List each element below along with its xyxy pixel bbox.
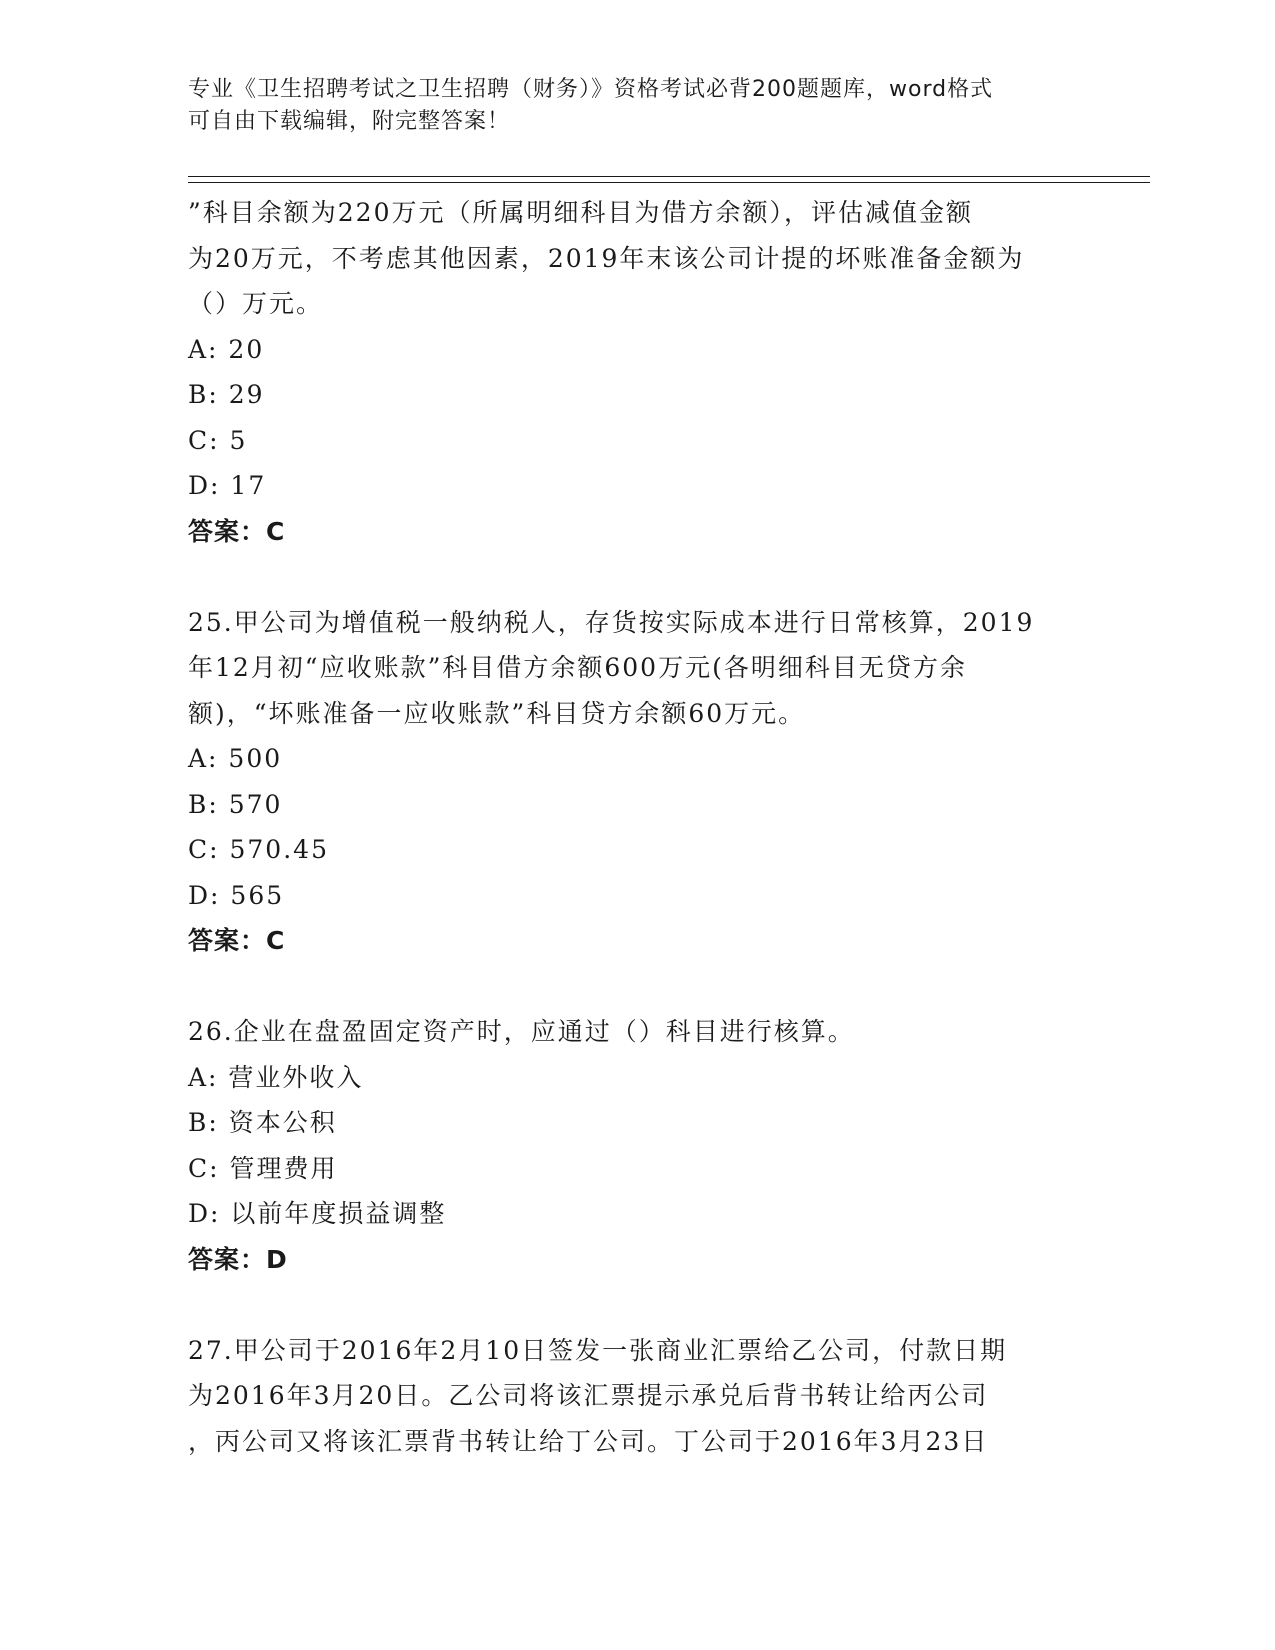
option-c: C: 管理费用: [188, 1153, 338, 1183]
header-title-line-1: 专业《卫生招聘考试之卫生招聘（财务）》资格考试必背200题题库，word格式: [188, 77, 994, 102]
option-d: D: 17: [188, 471, 267, 500]
header-divider-top: [188, 176, 1150, 177]
option-b: B: 570: [188, 789, 283, 819]
question-text-line: 26.企业在盘盈固定资产时，应通过（）科目进行核算。: [188, 1017, 855, 1046]
question-text-line: 额)，“坏账准备一应收账款”科目贷方余额60万元。: [188, 698, 806, 728]
question-24: [188, 190, 1088, 554]
question-26: [188, 1009, 1088, 1282]
spacer: [188, 964, 1088, 1010]
option-a: A: 20: [188, 334, 265, 364]
question-text-line: 年12月初“应收账款”科目借方余额600万元(各明细科目无贷方余: [188, 653, 967, 682]
question-text-line: （）万元。: [188, 289, 324, 318]
spacer: [188, 1282, 1088, 1328]
question-25: [188, 600, 1088, 964]
question-text-line: 25.甲公司为增值税一般纳税人，存货按实际成本进行日常核算，2019: [188, 607, 1035, 637]
header-divider-bottom: [188, 182, 1150, 183]
option-d: D: 565: [188, 880, 285, 910]
option-b: B: 29: [188, 380, 265, 409]
document-header: [188, 74, 1088, 138]
header-title-line-2: 可自由下载编辑，附完整答案！: [188, 109, 511, 134]
question-text-line: 为20万元，不考虑其他因素，2019年末该公司计提的坏账准备金额为: [188, 243, 1025, 273]
question-text-line: ，丙公司又将该汇票背书转让给丁公司。丁公司于2016年3月23日: [188, 1426, 989, 1456]
answer: 答案：C: [188, 926, 286, 955]
question-27: [188, 1328, 1088, 1465]
option-c: C: 570.45: [188, 835, 329, 864]
option-a: A: 营业外收入: [188, 1062, 364, 1092]
answer: 答案：C: [188, 516, 286, 546]
option-c: C: 5: [188, 425, 248, 455]
answer: 答案：D: [188, 1244, 288, 1274]
option-d: D: 以前年度损益调整: [188, 1199, 447, 1228]
spacer: [188, 554, 1088, 600]
question-text-line: 27.甲公司于2016年2月10日签发一张商业汇票给乙公司，付款日期: [188, 1335, 1008, 1365]
question-text-line: 为2016年3月20日。乙公司将该汇票提示承兑后背书转让给丙公司: [188, 1381, 989, 1410]
question-list: [188, 190, 1088, 1464]
option-a: A: 500: [188, 744, 283, 773]
question-text-line: ”科目余额为220万元（所属明细科目为借方余额），评估减值金额: [188, 198, 974, 227]
option-b: B: 资本公积: [188, 1108, 337, 1137]
